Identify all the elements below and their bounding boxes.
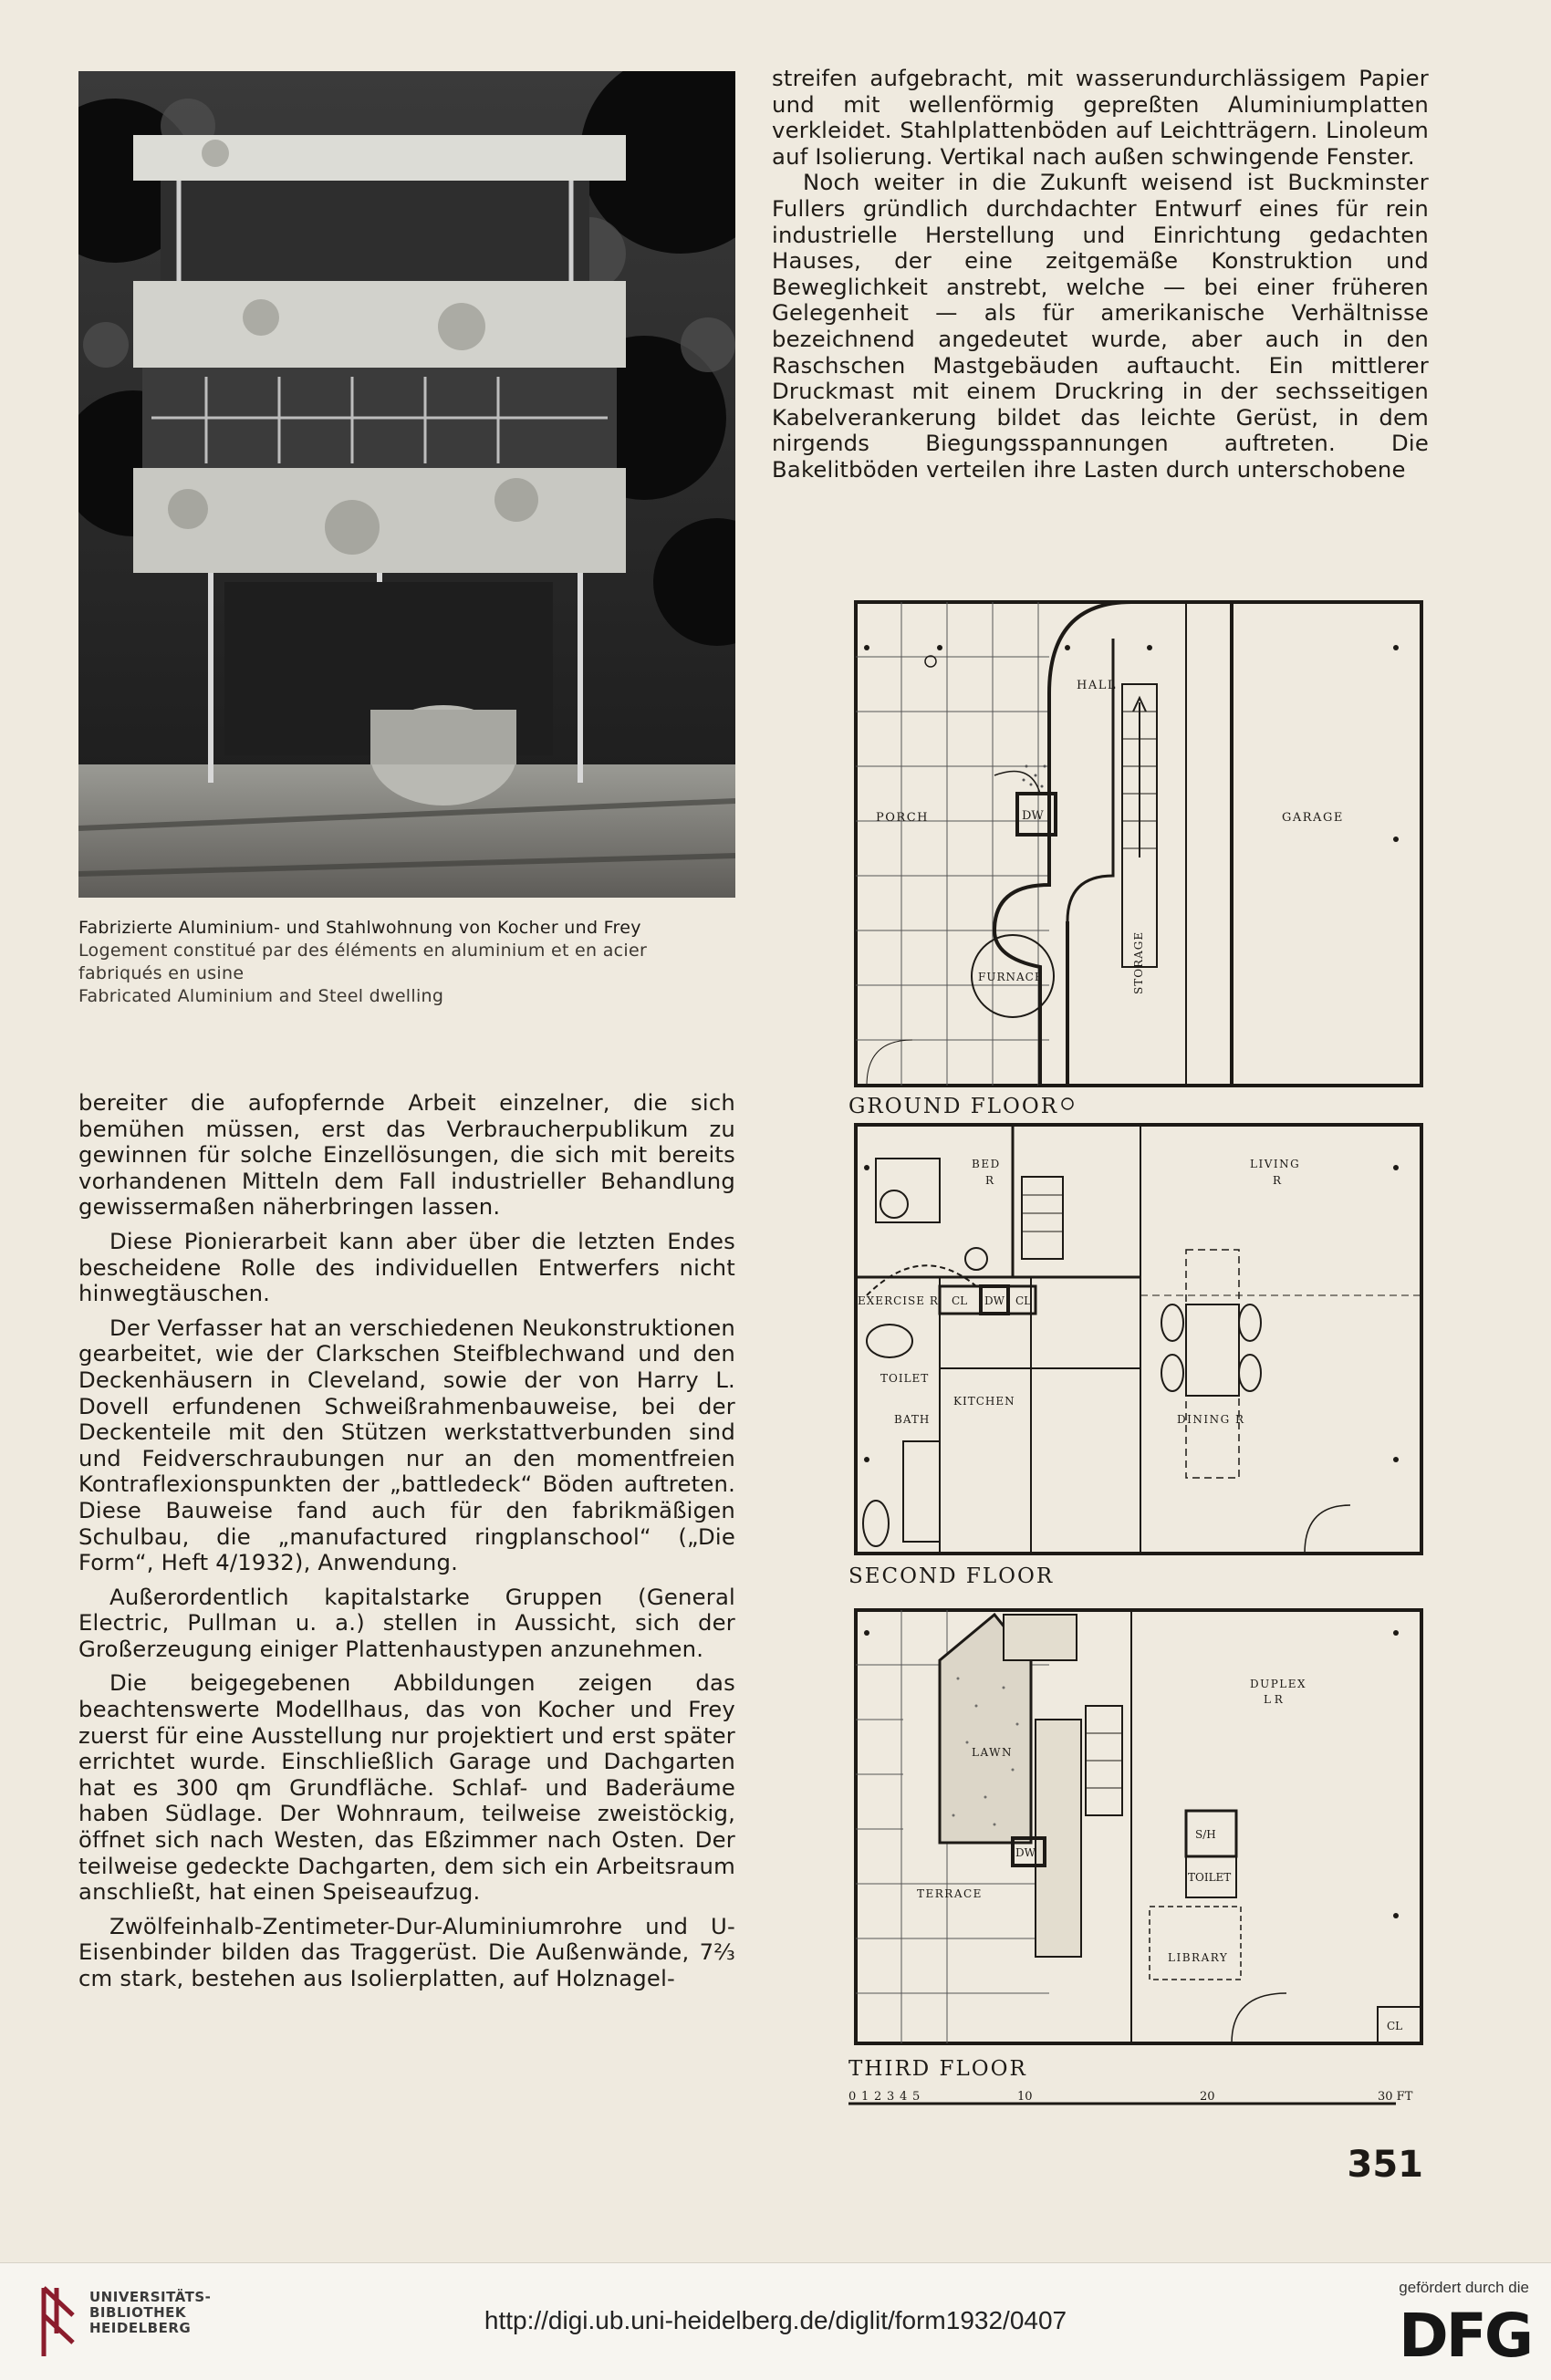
third-floor-plan [848, 1610, 1421, 2081]
second-label-dw: DW [984, 1294, 1005, 1307]
third-floor-title: THIRD FLOOR [848, 2057, 1027, 2081]
page-number: 351 [1347, 2144, 1423, 2186]
second-label-living: LIVING [1250, 1158, 1301, 1170]
third-label-duplex: DUPLEX [1250, 1678, 1307, 1690]
scale-tick-20: 20 [1200, 2090, 1215, 2104]
right-text-column [772, 66, 1429, 483]
left-text-column [78, 1090, 735, 1992]
second-label-living-r: R [1273, 1174, 1282, 1187]
building-photo-image [78, 71, 735, 898]
left-paragraph-1: bereiter die aufopfernde Arbeit einzelner, die sich bemühen müssen, erst das Verbraucherpublikum zu gewinnen für solche Einzellösungen, die sich mit bereits vorhandenen Mitteln dem Fall industrieller Behandlung gewissermaßen näherbringen lassen. [78, 1089, 735, 1221]
caption-english: Fabricated Aluminium and Steel dwelling [78, 986, 444, 1006]
left-paragraph-3: Der Verfasser hat an verschiedenen Neukonstruktionen gearbeitet, wie der Clarkschen Steifblechwand und den Deckenhäusern in Cleveland, sowie der von Harry L. Dovell erfundenen Schweißrahmenbauweise, bei der Deckenteile mit den Stützen werkstattverbunden sind und Feidverschraubungen nur an den momentfreien Kontraflexionspunkten der „battledeck“ Böden auftreten. Diese Bauweise fand auch für den fabrikmäßigen Schulbau, die „manufactured ringplanschool“ („Die Form“, Heft 4/1932), Anwendung. [78, 1314, 735, 1576]
permalink-url[interactable]: http://digi.ub.uni-heidelberg.de/diglit/form1932/0407 [484, 2306, 1067, 2334]
second-floor-title: SECOND FLOOR [848, 1564, 1055, 1588]
right-paragraph-2: Noch weiter in die Zukunft weisend ist Buckminster Fullers gründlich durchdachter Entwurf eines für rein industrielle Herstellung und Einrichtung gedachten Hauses, der eine zeitgemäße Konstruktion und Beweglichkeit anstrebt, welche — bei einer früheren Gelegenheit — als für amerikanische Verhältnisse bezeichnend angedeutet wurde, aber auch in den Raschschen Mastgebäuden auftaucht. Ein mittlerer Druckmast mit einem Druckring in der sechsseitigen Kabelverankerung bildet das leichte Gerüst, in dem nirgends Biegungsspannungen auftreten. Die Bakelitböden verteilen ihre Lasten durch unterschobene [772, 169, 1429, 483]
ground-label-storage: STORAGE [1132, 930, 1145, 994]
scale-bar [848, 2090, 1413, 2104]
second-label-bed-r: R [985, 1174, 994, 1187]
ground-label-hall: HALL [1077, 679, 1117, 692]
scale-tick-30: 30 FT [1378, 2090, 1413, 2104]
second-label-dining: DINING R [1177, 1413, 1245, 1426]
sponsor-label: gefördert durch die [1399, 2279, 1529, 2296]
photo-caption [78, 917, 735, 1008]
library-name-line-1: UNIVERSITÄTS- [89, 2289, 212, 2305]
third-label-terrace: TERRACE [917, 1887, 983, 1900]
right-paragraph-1: streifen aufgebracht, mit wasserundurchlässigem Papier und mit wellenförmig gepreßten Aluminiumplatten verkleidet. Stahlplattenböden auf Leichtträgern. Linoleum auf Isolierung. Vertikal nach außen schwingende Fenster. [772, 65, 1429, 170]
building-photograph [78, 71, 735, 898]
ground-floor-plan [848, 602, 1421, 1118]
left-paragraph-6: Zwölfeinhalb-Zentimeter-Dur-Aluminiumrohre und U-Eisenbinder bilden das Traggerüst. Die Außenwände, 7⅔ cm stark, bestehen aus Isolierplatten, auf Holznagel- [78, 1912, 735, 1991]
ground-floor-title: GROUND FLOOR [848, 1095, 1059, 1118]
left-paragraph-2: Diese Pionierarbeit kann aber über die letzten Endes bescheidene Rolle des individuellen Entwerfers nicht hinwegtäuschen. [78, 1227, 735, 1307]
second-label-toilet: TOILET [880, 1372, 930, 1385]
library-name-line-2: BIBLIOTHEK [89, 2304, 186, 2321]
second-label-bed: BED [972, 1158, 1001, 1170]
left-paragraph-5: Die beigegebenen Abbildungen zeigen das beachtenswerte Modellhaus, das von Kocher und Frey zuerst für eine Ausstellung nur projektiert und erst später errichtet wurde. Einschließlich Garage und Dachgarten hat es 300 qm Grundfläche. Schlaf- und Baderäume haben Südlage. Der Wohnraum, teilweise zweistöckig, öffnet sich nach Westen, das Eßzimmer nach Osten. Der teilweise gedeckte Dachgarten, dem sich ein Arbeitsraum anschließt, hat einen Speiseaufzug. [78, 1669, 735, 1906]
floor-plans [848, 584, 1432, 2116]
third-label-toilet: TOILET [1188, 1871, 1232, 1884]
second-label-bath: BATH [894, 1413, 931, 1426]
caption-german: Fabrizierte Aluminium- und Stahlwohnung von Kocher und Frey [78, 918, 641, 938]
third-label-lawn: LAWN [972, 1746, 1013, 1759]
second-floor-plan [848, 1125, 1421, 1588]
caption-french: Logement constitué par des éléments en aluminium et en acier fabriqués en usine [78, 941, 648, 983]
dfg-logo: DFG [1398, 2301, 1531, 2371]
scale-tick-4: 4 [900, 2090, 908, 2104]
scale-tick-0: 0 [848, 2090, 857, 2104]
third-label-library: LIBRARY [1168, 1951, 1229, 1964]
scale-tick-3: 3 [887, 2090, 895, 2104]
scale-tick-2: 2 [874, 2090, 882, 2104]
third-label-sh: S/H [1195, 1828, 1216, 1841]
ground-label-garage: GARAGE [1282, 811, 1344, 825]
second-label-cl2: CL [1015, 1294, 1032, 1307]
scale-tick-5: 5 [912, 2090, 921, 2104]
library-name-line-3: HEIDELBERG [89, 2320, 192, 2336]
second-label-kitchen: KITCHEN [953, 1395, 1015, 1408]
scale-tick-1: 1 [861, 2090, 869, 2104]
second-label-exercise: EXERCISE R [858, 1294, 939, 1307]
ground-label-porch: PORCH [876, 811, 929, 825]
third-label-duplex-lr: L R [1264, 1693, 1283, 1706]
second-label-cl1: CL [952, 1294, 968, 1307]
ground-label-dw: DW [1022, 809, 1044, 823]
third-label-cl: CL [1387, 2020, 1403, 2032]
left-paragraph-4: Außerordentlich kapitalstarke Gruppen (General Electric, Pullman u. a.) stellen in Aussicht, sich der Großerzeugung einiger Plattenhaustypen anzunehmen. [78, 1583, 735, 1662]
third-label-dw: DW [1015, 1846, 1036, 1859]
ground-label-furnace: FURNACE [978, 971, 1044, 983]
scale-tick-10: 10 [1017, 2090, 1033, 2104]
